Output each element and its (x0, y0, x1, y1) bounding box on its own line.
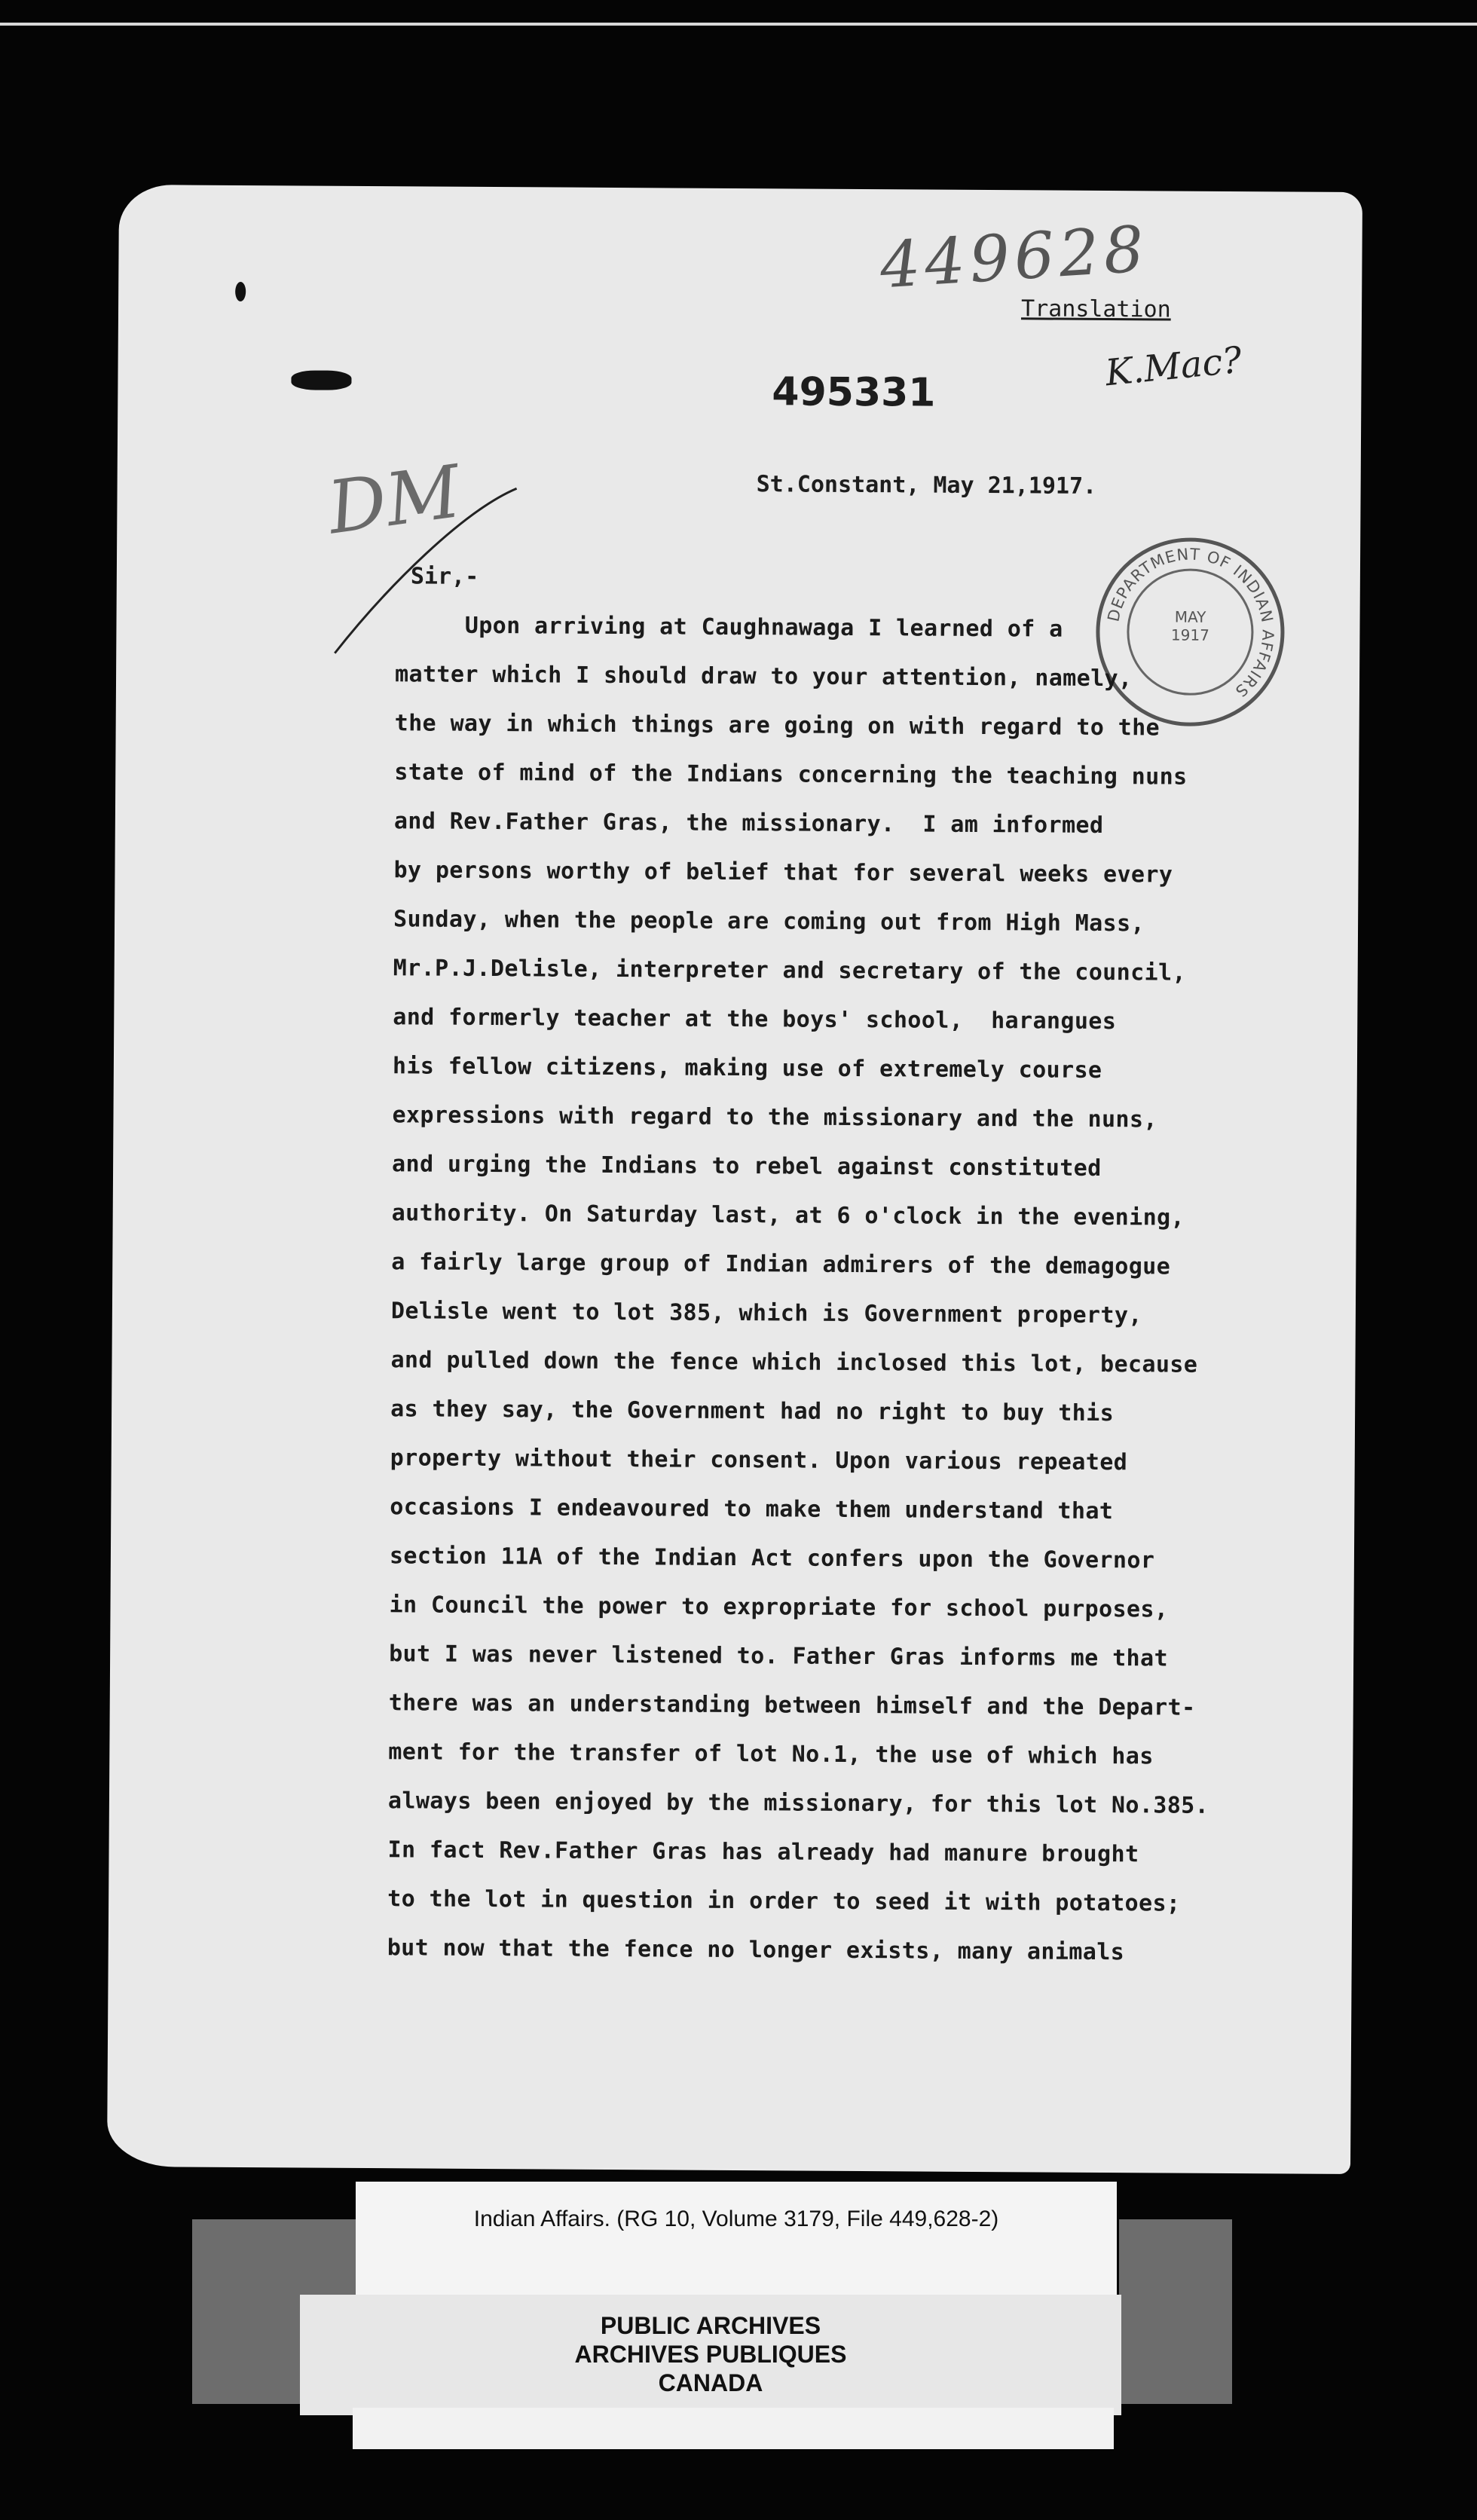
stamp-month: MAY (1174, 607, 1206, 626)
film-edge-line (0, 23, 1477, 26)
letter-line: a fairly large group of Indian admirers of the demagogue (391, 1249, 1171, 1280)
punch-hole-mark (235, 282, 246, 301)
letter-line: Sunday, when the people are coming out from High Mass, (393, 906, 1145, 937)
letter-line: occasions I endeavoured to make them understand that (390, 1494, 1114, 1525)
letter-line: always been enjoyed by the missionary, for this lot No.385. (387, 1788, 1209, 1819)
salutation: Sir,- (410, 563, 479, 590)
archive-backing-right (1119, 2219, 1232, 2404)
stamp-ring-text: DEPARTMENT OF INDIAN AFFAIRS (1104, 545, 1277, 701)
place-date: St.Constant, May 21,1917. (756, 471, 1097, 500)
stamp-year: 1917 (1170, 625, 1209, 644)
clip-mark (291, 370, 351, 390)
translation-label: Translation (1020, 295, 1171, 323)
letter-page (107, 185, 1362, 2174)
reference-number: 495331 (772, 369, 936, 416)
public-archives-stamp (300, 2295, 1121, 2415)
archive-label-strip (353, 2408, 1114, 2449)
letter-line: ment for the transfer of lot No.1, the use of which has (388, 1739, 1154, 1770)
letter-line: in Council the power to expropriate for school purposes, (389, 1592, 1169, 1623)
letter-line: expressions with regard to the missionary and the nuns, (392, 1102, 1157, 1133)
letter-line: there was an understanding between himself and the Depart- (388, 1690, 1196, 1721)
handwritten-initials-right: K.Mac? (1103, 338, 1244, 395)
letter-line: Mr.P.J.Delisle, interpreter and secretary of the council, (393, 955, 1187, 986)
letter-line: section 11A of the Indian Act confers upon the Governor (389, 1543, 1155, 1574)
archive-reference-label: Indian Affairs. (RG 10, Volume 3179, File 449,628-2) (356, 2182, 1117, 2298)
letter-line: Upon arriving at Caughnawaga I learned of a (395, 612, 1063, 643)
letter-line: and Rev.Father Gras, the missionary. I am informed (393, 808, 1104, 839)
letter-line: and pulled down the fence which inclosed this lot, because (390, 1347, 1198, 1378)
letter-line: Delisle went to lot 385, which is Government property, (390, 1298, 1142, 1329)
handwritten-initials-left: DM (323, 449, 466, 551)
archives-line-english: PUBLIC ARCHIVES (600, 2312, 821, 2339)
letter-line: but now that the fence no longer exists, many animals (387, 1934, 1125, 1966)
letter-line: the way in which things are going on with regard to the (394, 710, 1160, 742)
archives-line-french: ARCHIVES PUBLIQUES (574, 2341, 847, 2368)
letter-line: and formerly teacher at the boys' school, harangues (393, 1004, 1117, 1035)
letter-line: by persons worthy of belief that for several weeks every (393, 857, 1173, 888)
letter-line: property without their consent. Upon various repeated (390, 1445, 1128, 1476)
letter-line: state of mind of the Indians concerning the teaching nuns (394, 759, 1188, 791)
letter-line: In fact Rev.Father Gras has already had manure brought (387, 1836, 1139, 1868)
letter-line: to the lot in question in order to seed it with potatoes; (387, 1885, 1181, 1917)
department-received-stamp (1096, 537, 1286, 727)
letter-line: and urging the Indians to rebel against constituted (392, 1151, 1102, 1182)
letter-line: as they say, the Government had no right to buy this (390, 1396, 1115, 1427)
letter-line: matter which I should draw to your attention, namely, (394, 661, 1133, 693)
handwritten-file-number: 449628 (877, 211, 1151, 303)
letter-line: authority. On Saturday last, at 6 o'clock in the evening, (391, 1200, 1185, 1231)
archives-line-country: CANADA (658, 2369, 763, 2396)
letter-line: his fellow citizens, making use of extremely course (392, 1053, 1102, 1084)
letter-line: but I was never listened to. Father Gras informs me that (389, 1641, 1169, 1672)
